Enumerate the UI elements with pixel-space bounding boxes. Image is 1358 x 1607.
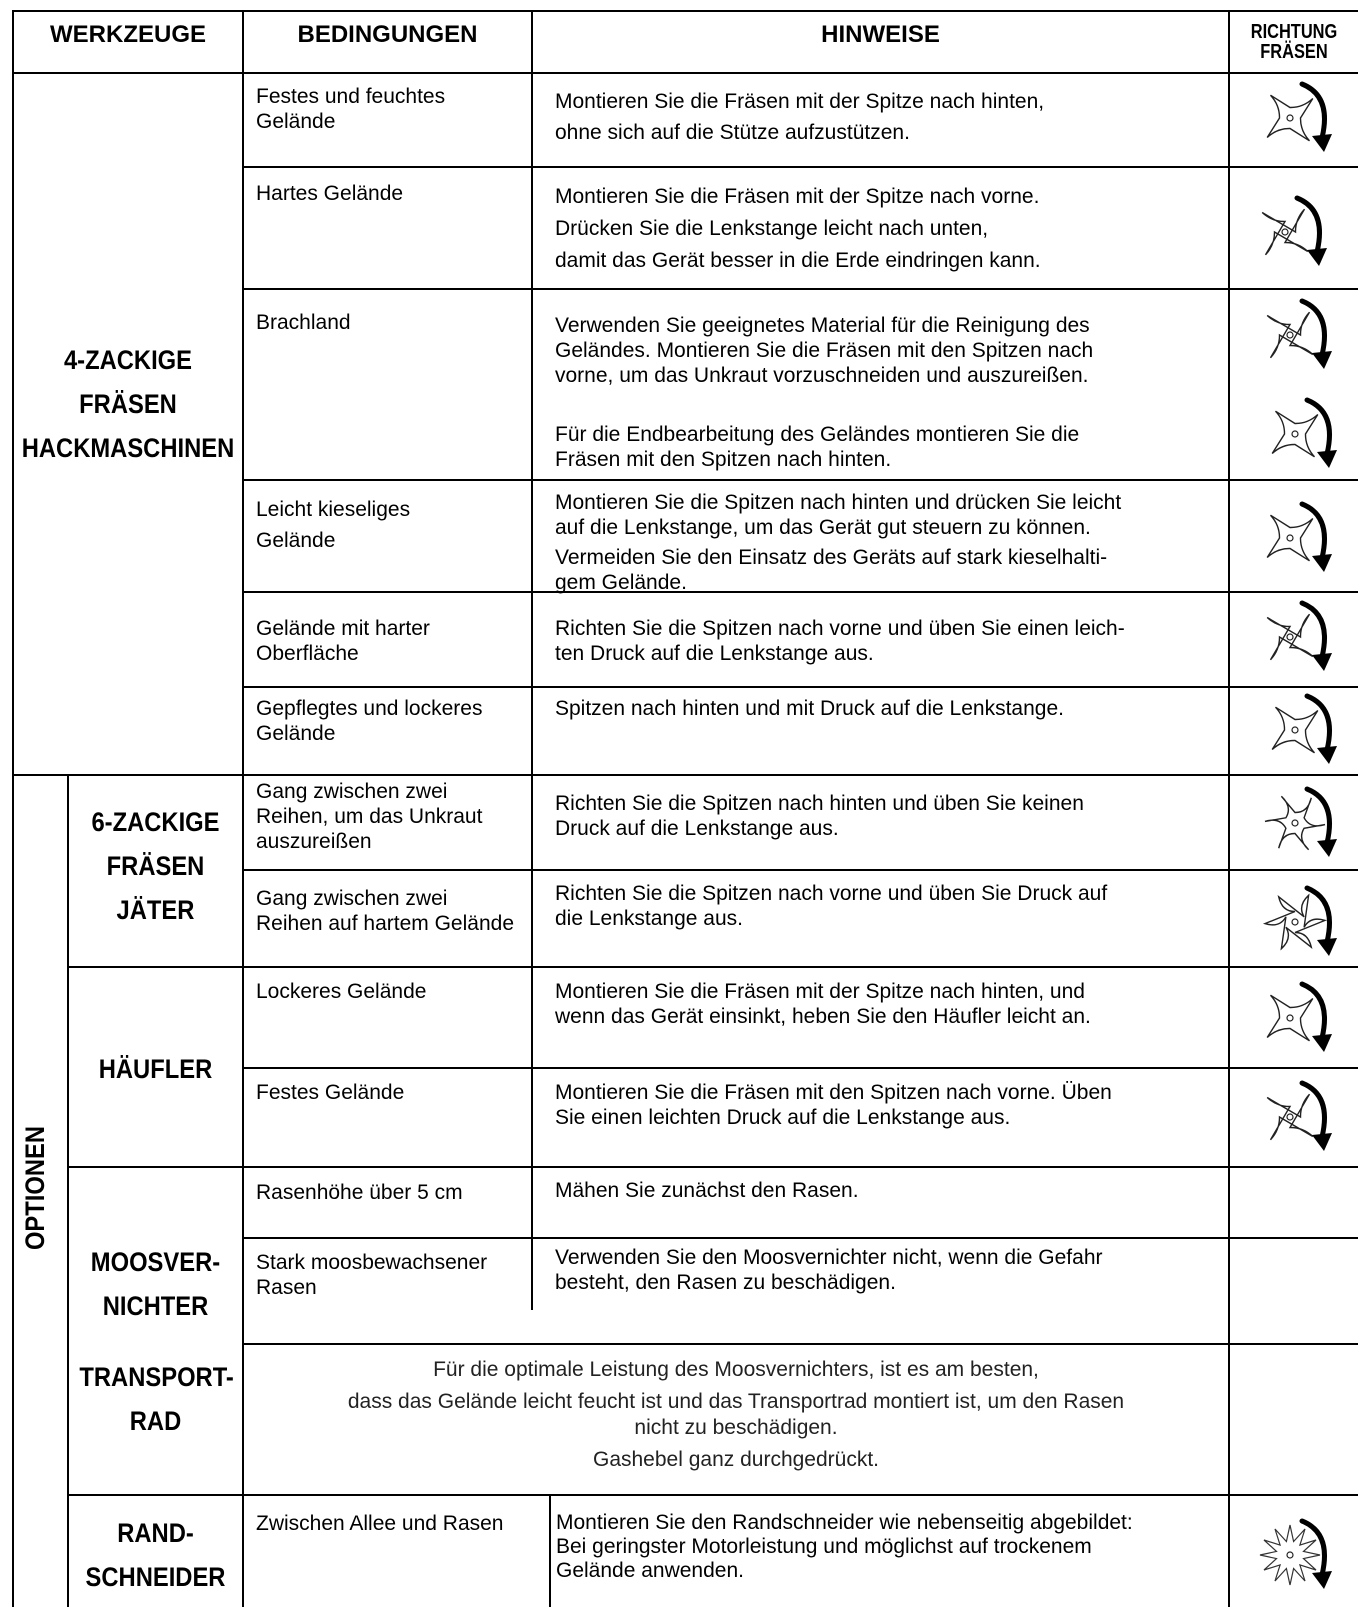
notes-line: Spitzen nach hinten und mit Druck auf die Lenkstange. (555, 697, 1064, 720)
notes-line: gem Gelände. (555, 571, 687, 594)
column-divider-options (67, 775, 69, 1607)
row-separator-7 (242, 869, 1358, 871)
notes-cell (555, 616, 1125, 666)
condition-line: Oberfläche (256, 642, 359, 665)
notes-cell (555, 490, 1121, 540)
notes-line: damit das Gerät besser in die Erde eindringen kann. (555, 249, 1041, 272)
header-direction-line-2: FRÄSEN (1260, 41, 1328, 63)
group-label-moss-line: NICHTER (102, 1291, 209, 1321)
row-separator-9 (242, 1067, 1358, 1069)
transport-note-line: dass das Gelände leicht feucht ist und das Transportrad montiert ist, um den Rasen (347, 1390, 1125, 1413)
condition-line: Gelände (256, 529, 336, 552)
notes-line: Verwenden Sie den Moosvernichter nicht, wenn die Gefahr (555, 1246, 1103, 1269)
group-label-moss-line: MOOSVER- (90, 1247, 221, 1277)
notes-line: Richten Sie die Spitzen nach vorne und üben Sie einen leich- (555, 617, 1125, 640)
notes-line: Fräsen mit den Spitzen nach hinten. (555, 448, 892, 471)
row-separator-1 (242, 166, 1358, 168)
row-separator-transport (242, 1343, 1358, 1345)
condition-cell (256, 1080, 404, 1105)
header-direction (1230, 22, 1358, 62)
notes-cell (555, 696, 1064, 721)
group-label-tillers4 (19, 338, 237, 470)
group-label-transport-line: TRANSPORT- (79, 1362, 234, 1392)
notes-line: Gelände anwenden. (556, 1559, 744, 1582)
group-separator-moss (67, 1166, 1358, 1168)
notes-cell (555, 1245, 1103, 1295)
notes-cell (555, 1178, 859, 1203)
notes-line: Bei geringster Motorleistung und möglichst auf trockenem (556, 1535, 1092, 1558)
condition-line: Rasen (256, 1276, 317, 1299)
group-label-tillers4-line: HACKMASCHINEN (21, 433, 235, 463)
group-label-tillers4-line: 4-ZACKIGE (63, 345, 193, 375)
edger-star-icon (1250, 1515, 1340, 1595)
group-separator-edger (67, 1494, 1358, 1496)
group-label-haeufler: HÄUFLER (98, 1054, 213, 1084)
group-label-tillers6-line: FRÄSEN (106, 851, 205, 881)
row-separator-3 (242, 479, 1358, 481)
condition-cell (256, 1180, 463, 1205)
tiller-4-rear-icon (1255, 394, 1345, 474)
notes-line: vorne, um das Unkraut vorzuschneiden und auszureißen. (555, 364, 1089, 387)
notes-line: Verwenden Sie geeignetes Material für die Reinigung des (555, 314, 1090, 337)
transport-note (244, 1357, 1228, 1473)
notes-line: Montieren Sie die Fräsen mit der Spitze nach hinten, und (555, 980, 1085, 1003)
condition-line: Gelände (256, 110, 336, 133)
condition-line: Stark moosbewachsener (256, 1251, 488, 1274)
tiller-4-rear-icon (1250, 978, 1340, 1058)
group-label-tillers6-line: JÄTER (116, 895, 195, 925)
group-label-edger-line: RAND- (117, 1518, 194, 1548)
tiller-4-front-icon (1250, 1077, 1340, 1157)
notes-cell-extra (555, 422, 1079, 472)
condition-cell (256, 310, 351, 335)
condition-line: Gepflegtes und lockeres (256, 697, 483, 720)
group-label-edger-line: SCHNEIDER (85, 1562, 226, 1592)
group-separator-options (12, 774, 1358, 776)
column-divider-conditions (531, 10, 533, 1310)
notes-cell (555, 86, 1044, 148)
header-notes: HINWEISE (821, 21, 940, 48)
tiller-4-front-icon (1250, 295, 1340, 375)
tiller-4-rear-icon (1250, 78, 1340, 158)
condition-cell (256, 1250, 487, 1300)
condition-cell (256, 886, 514, 936)
condition-line: Zwischen Allee und Rasen (256, 1512, 504, 1535)
notes-line: Für die Endbearbeitung des Geländes montieren Sie die (555, 423, 1080, 446)
tiller-4-front-icon (1250, 597, 1340, 677)
notes-cell (555, 313, 1093, 388)
condition-cell (256, 84, 445, 134)
header-direction-line-1: RICHTUNG (1250, 21, 1338, 43)
notes-cell (555, 1080, 1112, 1130)
condition-line: Hartes Gelände (256, 182, 404, 205)
condition-line: Reihen, um das Unkraut (256, 805, 483, 828)
condition-line: Lockeres Gelände (256, 980, 427, 1003)
tiller-4-front-icon (1245, 192, 1335, 272)
condition-line: auszureißen (256, 830, 372, 853)
group-label-moss (79, 1240, 231, 1328)
notes-line: Montieren Sie die Fräsen mit der Spitze nach vorne. (555, 185, 1040, 208)
tiller-6-front-icon (1255, 882, 1345, 962)
notes-line: auf die Lenkstange, um das Gerät gut steuern zu können. (555, 516, 1091, 539)
condition-cell (256, 779, 482, 854)
notes-line: Geländes. Montieren Sie die Fräsen mit den Spitzen nach (555, 339, 1094, 362)
condition-line: Festes und feuchtes (256, 85, 446, 108)
notes-line: ohne sich auf die Stütze aufzustützen. (555, 121, 910, 144)
condition-cell (256, 494, 410, 556)
transport-note-line: Gashebel ganz durchgedrückt. (592, 1448, 879, 1471)
condition-line: Gang zwischen zwei (256, 887, 448, 910)
notes-line: wenn das Gerät einsinkt, heben Sie den Häufler leicht an. (555, 1005, 1091, 1028)
notes-line: Mähen Sie zunächst den Rasen. (555, 1179, 859, 1202)
transport-note-line: nicht zu beschädigen. (634, 1416, 838, 1439)
notes-line: Montieren Sie die Fräsen mit den Spitzen nach vorne. Üben (555, 1081, 1112, 1104)
notes-line: Richten Sie die Spitzen nach hinten und üben Sie keinen (555, 792, 1084, 815)
notes-line: Druck auf die Lenkstange aus. (555, 817, 839, 840)
header-conditions: BEDINGUNGEN (297, 21, 478, 48)
header-tools: WERKZEUGE (50, 21, 206, 48)
row-separator-5 (242, 686, 1358, 688)
notes-line: ten Druck auf die Lenkstange aus. (555, 642, 874, 665)
group-label-transport (79, 1355, 234, 1443)
column-divider-notes (1228, 10, 1230, 1607)
header-divider (12, 72, 1358, 74)
notes-line: Drücken Sie die Lenkstange leicht nach unten, (555, 217, 989, 240)
group-label-tillers6 (79, 800, 231, 932)
condition-line: Gelände mit harter (256, 617, 430, 640)
notes-cell (555, 881, 1107, 931)
tiller-4-rear-icon (1255, 690, 1345, 770)
notes-cell (555, 791, 1084, 841)
table-border-left (12, 10, 14, 1607)
condition-line: Reihen auf hartem Gelände (256, 912, 514, 935)
column-divider-conditions-edger (549, 1495, 551, 1607)
condition-cell (256, 616, 430, 666)
transport-note-line: Für die optimale Leistung des Moosvernichters, ist es am besten, (433, 1358, 1039, 1381)
notes-line: Sie einen leichten Druck auf die Lenkstange aus. (555, 1106, 1011, 1129)
condition-cell (256, 181, 403, 206)
notes-line: die Lenkstange aus. (555, 907, 743, 930)
tiller-4-rear-icon (1250, 498, 1340, 578)
group-label-transport-line: RAD (129, 1406, 182, 1436)
notes-line: Montieren Sie den Randschneider wie nebenseitig abgebildet: (556, 1511, 1133, 1534)
condition-cell (256, 696, 482, 746)
group-label-edger (79, 1511, 231, 1599)
notes-line: Montieren Sie die Spitzen nach hinten und drücken Sie leicht (555, 491, 1122, 514)
notes-line: Montieren Sie die Fräsen mit der Spitze nach hinten, (555, 90, 1045, 113)
condition-cell (256, 979, 426, 1004)
condition-line: Gang zwischen zwei (256, 780, 448, 803)
condition-line: Brachland (256, 311, 351, 334)
notes-line: Vermeiden Sie den Einsatz des Geräts auf stark kieselhalti- (555, 546, 1108, 569)
condition-line: Festes Gelände (256, 1081, 405, 1104)
group-label-tillers4-line: FRÄSEN (79, 389, 177, 419)
notes-cell (555, 979, 1091, 1029)
row-separator-2 (242, 288, 1358, 290)
group-separator-haeufler (67, 966, 1358, 968)
table-border-top (12, 10, 1358, 12)
notes-cell (555, 181, 1041, 277)
notes-line: Richten Sie die Spitzen nach vorne und üben Sie Druck auf (555, 882, 1108, 905)
group-label-options: OPTIONEN (20, 1125, 50, 1251)
condition-line: Gelände (256, 722, 336, 745)
condition-cell (256, 1511, 503, 1536)
notes-cell (556, 1511, 1133, 1583)
notes-line: besteht, den Rasen zu beschädigen. (555, 1271, 896, 1294)
group-label-tillers6-line: 6-ZACKIGE (91, 807, 220, 837)
condition-line: Rasenhöhe über 5 cm (256, 1181, 463, 1204)
tiller-6-rear-icon (1255, 783, 1345, 863)
notes-cell-extra (555, 545, 1107, 595)
row-separator-11 (242, 1237, 1358, 1239)
condition-line: Leicht kieseliges (256, 498, 411, 521)
